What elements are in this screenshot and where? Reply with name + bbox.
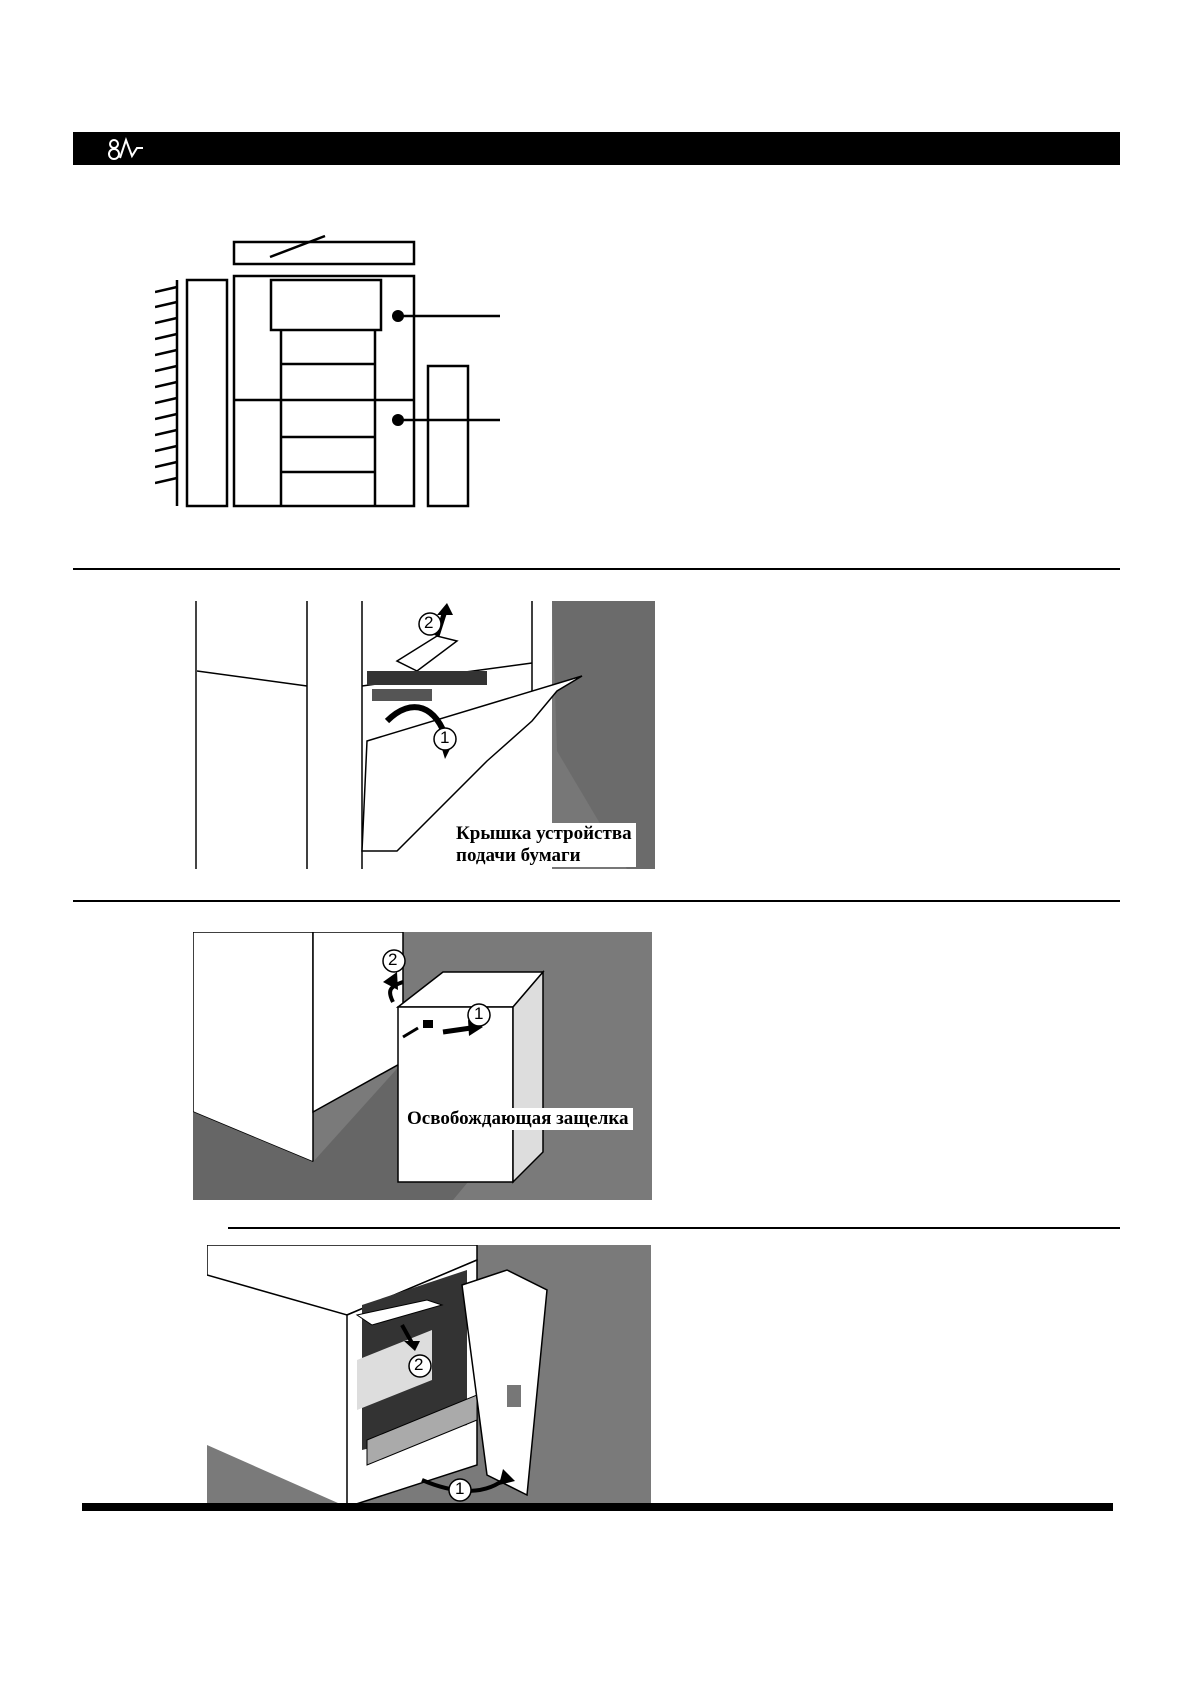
feed-cover-callout	[452, 823, 636, 867]
step-1-label: 1	[440, 728, 450, 747]
open-door-illustration	[207, 1245, 651, 1507]
release-latch-callout: Освобождающая защелка	[403, 1108, 633, 1130]
step-2-label: 2	[414, 1355, 424, 1374]
step-2-marker	[407, 1353, 433, 1379]
location-marker-lower	[392, 414, 404, 426]
machine-schematic-diagram	[155, 232, 500, 512]
bottom-border-bar	[82, 1503, 1113, 1511]
feed-cover-callout-line2: подачи бумаги	[456, 845, 581, 866]
feed-cover-callout-line1: Крышка устройства	[456, 823, 632, 844]
step-1-marker	[447, 1477, 473, 1503]
section-header-bar	[73, 132, 1120, 165]
section-divider	[73, 568, 1120, 570]
wave-logo-icon	[107, 136, 147, 162]
section-divider	[228, 1227, 1120, 1229]
step-1-marker	[432, 726, 458, 752]
step-2-label: 2	[424, 613, 434, 632]
step-1-label: 1	[455, 1479, 465, 1498]
section-divider	[73, 900, 1120, 902]
step-2-label: 2	[388, 950, 398, 969]
step-1-label: 1	[474, 1004, 484, 1023]
location-marker-upper	[392, 310, 404, 322]
step-1-marker	[466, 1002, 492, 1028]
step-2-marker	[381, 948, 407, 974]
step-2-marker	[417, 611, 443, 637]
release-latch-illustration	[193, 932, 652, 1200]
paper-feed-cover-illustration	[195, 601, 655, 869]
